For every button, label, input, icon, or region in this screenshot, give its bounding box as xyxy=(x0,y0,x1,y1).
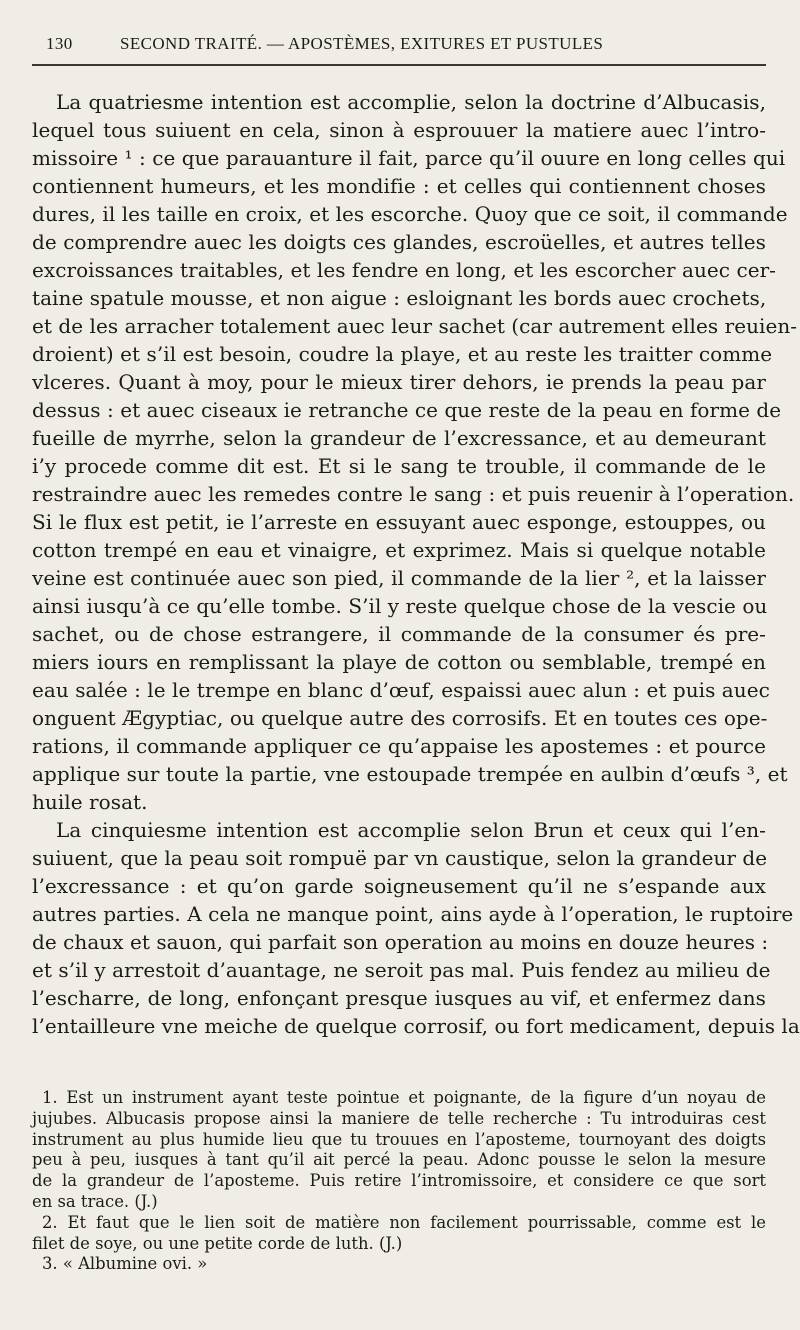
footnote-line: peu à peu, iusques à tant qu’il ait percé la peau. Adonc pousse le selon la mesure xyxy=(32,1150,766,1170)
footnotes xyxy=(32,1088,766,1275)
footnote-line: jujubes. Albucasis propose ainsi la maniere de telle recherche : Tu introduiras cest xyxy=(32,1108,766,1128)
header-rule xyxy=(32,64,766,66)
text-line: ainsi iusqu’à ce qu’elle tombe. S’il y reste quelque chose de la vescie ou xyxy=(32,594,768,618)
main-text xyxy=(32,88,800,1040)
text-line: La cinquiesme intention est accomplie selon Brun et ceux qui l’en- xyxy=(56,818,766,842)
footnote-line: instrument au plus humide lieu que tu trouues en l’aposteme, tournoyant des doigts xyxy=(32,1129,766,1149)
text-line: dures, il les taille en croix, et les escorche. Quoy que ce soit, il commande xyxy=(32,202,788,226)
text-line: contiennent humeurs, et les mondifie : et celles qui contiennent choses xyxy=(32,174,766,198)
text-line: fueille de myrrhe, selon la grandeur de l’excressance, et au demeurant xyxy=(32,426,766,450)
text-line: droient) et s’il est besoin, coudre la playe, et au reste les traitter comme xyxy=(32,342,773,366)
text-line: Si le flux est petit, ie l’arreste en essuyant auec esponge, estouppes, ou xyxy=(32,510,766,534)
text-line: de chaux et sauon, qui parfait son operation au moins en douze heures : xyxy=(32,930,769,954)
footnote-line: de la grandeur de l’aposteme. Puis retire l’intromissoire, et considere ce que sort xyxy=(32,1171,766,1191)
text-line: l’excressance : et qu’on garde soigneusement qu’il ne s’espande aux xyxy=(32,874,766,898)
text-line: eau salée : le le trempe en blanc d’œuf, espaissi auec alun : et puis auec xyxy=(32,678,770,702)
text-line: vlceres. Quant à moy, pour le mieux tirer dehors, ie prends la peau par xyxy=(32,370,766,394)
text-line: missoire ¹ : ce que parauanture il fait, parce qu’il ouure en long celles qui xyxy=(32,146,786,170)
footnote-line: filet de soye, ou une petite corde de luth. (J.) xyxy=(32,1233,403,1253)
page-header xyxy=(32,30,766,60)
footnote-line: 1. Est un instrument ayant teste pointue et poignante, de la figure d’un noyau de xyxy=(42,1088,766,1107)
text-line: suiuent, que la peau soit rompuë par vn caustique, selon la grandeur de xyxy=(32,846,768,870)
text-line: l’escharre, de long, enfonçant presque iusques au vif, et enfermez dans xyxy=(32,986,766,1010)
text-line: lequel tous suiuent en cela, sinon à esprouuer la matiere auec l’intro- xyxy=(32,118,766,142)
text-line: de comprendre auec les doigts ces glandes, escroüelles, et autres telles xyxy=(32,230,766,254)
text-line: autres parties. A cela ne manque point, ains ayde à l’operation, le ruptoire xyxy=(32,902,794,926)
text-line: La quatriesme intention est accomplie, selon la doctrine d’Albucasis, xyxy=(56,90,766,114)
footnote-line: 3. « Albumine ovi. » xyxy=(42,1254,208,1274)
text-line: restraindre auec les remedes contre le sang : et puis reuenir à l’operation. xyxy=(32,482,795,506)
running-title: SECOND TRAITÉ. — APOSTÈMES, EXITURES ET PUSTULES xyxy=(120,34,604,53)
text-line: et s’il y arrestoit d’auantage, ne seroit pas mal. Puis fendez au milieu de xyxy=(32,958,771,982)
text-line: miers iours en remplissant la playe de cotton ou semblable, trempé en xyxy=(32,650,766,674)
footnote-line: 2. Et faut que le lien soit de matière non facilement pourrissable, comme est le xyxy=(42,1212,766,1232)
text-line: rations, il commande appliquer ce qu’appaise les apostemes : et pource xyxy=(32,734,766,758)
footnote-line: en sa trace. (J.) xyxy=(32,1191,158,1211)
text-line: dessus : et auec ciseaux ie retranche ce que reste de la peau en forme de xyxy=(32,398,782,422)
text-line: applique sur toute la partie, vne estoupade trempée en aulbin d’œufs ³, et xyxy=(32,762,788,786)
text-line: i’y procede comme dit est. Et si le sang te trouble, il commande de le xyxy=(32,454,766,478)
text-line: cotton trempé en eau et vinaigre, et exprimez. Mais si quelque notable xyxy=(32,538,766,562)
text-line: sachet, ou de chose estrangere, il commande de la consumer és pre- xyxy=(32,622,766,646)
text-line: taine spatule mousse, et non aigue : esloignant les bords auec crochets, xyxy=(32,286,767,310)
text-line: huile rosat. xyxy=(32,790,148,814)
text-line: veine est continuée auec son pied, il commande de la lier ², et la laisser xyxy=(32,566,766,590)
text-line: l’entailleure vne meiche de quelque corrosif, ou fort medicament, depuis la xyxy=(32,1014,800,1038)
text-line: excroissances traitables, et les fendre en long, et les escorcher auec cer- xyxy=(32,258,776,282)
page-number: 130 xyxy=(46,34,73,53)
text-line: onguent Ægyptiac, ou quelque autre des corrosifs. Et en toutes ces ope- xyxy=(32,706,768,730)
text-line: et de les arracher totalement auec leur sachet (car autrement elles reuien- xyxy=(32,314,798,338)
